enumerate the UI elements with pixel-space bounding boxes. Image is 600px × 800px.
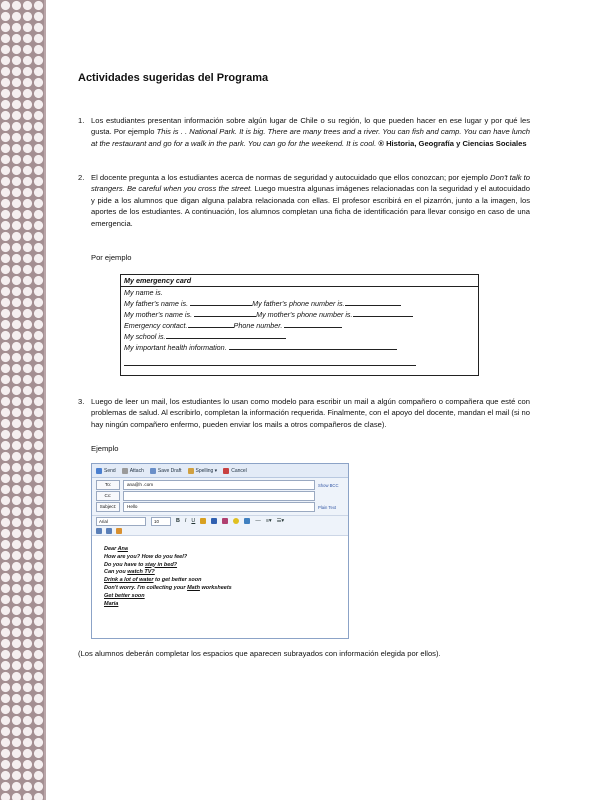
to-field[interactable]: ana@h .com bbox=[123, 480, 315, 490]
activity-1 bbox=[78, 115, 530, 149]
size-select[interactable]: 10 bbox=[151, 517, 171, 526]
format-toolbar-2 bbox=[92, 526, 348, 536]
abc-check-icon bbox=[188, 468, 194, 474]
attach-button[interactable]: Attach bbox=[122, 468, 144, 474]
card-row: My school is. bbox=[121, 331, 478, 342]
activity-2 bbox=[78, 172, 530, 229]
card-row: My important health information. bbox=[121, 342, 478, 353]
horizontal-rule-icon[interactable]: — bbox=[255, 518, 261, 524]
item-number: 1. bbox=[78, 116, 85, 125]
binder-rings bbox=[0, 0, 46, 800]
activity-3 bbox=[78, 396, 530, 430]
indent-icon[interactable] bbox=[96, 528, 102, 534]
subject-link: ® Historia, Geografía y Ciencias Sociales bbox=[378, 138, 527, 148]
link-icon[interactable] bbox=[211, 518, 217, 524]
footer-note: (Los alumnos deberán completar los espacios que aparecen subrayados con información elegida por ellos). bbox=[78, 649, 441, 658]
underline-icon[interactable]: U bbox=[191, 518, 196, 524]
plain-text-link[interactable]: Plain Text bbox=[318, 504, 337, 510]
mail-toolbar bbox=[92, 464, 348, 478]
card-row: My name is. bbox=[124, 288, 163, 297]
send-icon bbox=[96, 468, 102, 474]
subject-label: Subject: bbox=[96, 502, 120, 512]
blank-line bbox=[124, 365, 416, 366]
item1-text: Los estudiantes presentan información sobre algún lugar de Chile o su región, lo que pueden hacer en ese lugar y por qué les gusta. Por ejemplo bbox=[91, 116, 530, 137]
card-row: Emergency contact. Phone number. bbox=[121, 320, 478, 331]
item1-example: This is . . National Park. It is big. There are many trees and a river. You can fish and camp. You can have lunch at the restaurant and go for a walk in the park. You can go for the weekend. It is cool. bbox=[91, 127, 530, 148]
cc-field[interactable] bbox=[123, 491, 315, 501]
card-row: My mother's name is. My mother's phone number is. bbox=[121, 309, 478, 320]
emergency-card bbox=[120, 274, 479, 376]
format-toolbar bbox=[92, 515, 348, 526]
cc-button[interactable]: Cc: bbox=[96, 491, 120, 501]
bold-icon[interactable]: B bbox=[176, 518, 180, 524]
show-bcc-link[interactable]: Show BCC bbox=[318, 482, 339, 488]
to-button[interactable]: To: bbox=[96, 480, 120, 490]
item-number: 2. bbox=[78, 173, 85, 182]
mail-header-fields bbox=[92, 478, 348, 515]
close-icon bbox=[223, 468, 229, 474]
example-label: Ejemplo bbox=[91, 444, 119, 453]
spelling-button[interactable]: Spelling ▾ bbox=[188, 468, 218, 474]
card-title: My emergency card bbox=[121, 275, 478, 287]
subject-field[interactable]: Hello bbox=[123, 502, 315, 512]
numbered-list-icon[interactable]: ☰▾ bbox=[276, 518, 285, 524]
image-icon[interactable] bbox=[222, 518, 228, 524]
item2-text-b: Luego muestra algunas imágenes relacionadas con la seguridad y el autocuidado y pide a los alumnos que digan alguna palabra relacionada con ellas. El profesor escribirá en el pizarrón, junto a la imagen, los aportes de los estudiantes. A continuación, los alumnos completan una ficha de identificación para llevar consigo en caso de una emergencia. bbox=[91, 184, 530, 228]
font-select[interactable]: Arial bbox=[96, 517, 146, 526]
item3-text: Luego de leer un mail, los estudiantes lo usan como modelo para escribir un mail a algún compañero o compañera que esté con problemas de salud. Al escribirlo, completan la información requerida. Finalmente, con el apoyo del docente, mandan el mail (si no hay ningún compañero enfermo, pueden enviar los mails a otros compañeros de clase). bbox=[91, 397, 530, 429]
cancel-button[interactable]: Cancel bbox=[223, 468, 247, 474]
email-compose-window bbox=[91, 463, 349, 639]
item2-example: Don't talk to strangers. Be careful when you cross the street. bbox=[91, 173, 530, 194]
align-icon[interactable] bbox=[244, 518, 250, 524]
example-label: Por ejemplo bbox=[91, 253, 132, 262]
send-button[interactable]: Send bbox=[96, 468, 116, 474]
mail-body[interactable]: Dear Ana How are you? How do you feel? Do you have to stay in bed? Can you watch TV? Drink a lot of water to get better soon Don't worry. I'm collecting your Math worksheets Get better soon Maria bbox=[104, 546, 232, 607]
item2-text-a: El docente pregunta a los estudiantes acerca de normas de seguridad y autocuidado que ellos conozcan; por ejemplo bbox=[91, 173, 488, 182]
page-title: Actividades sugeridas del Programa bbox=[78, 72, 269, 84]
bullet-list-icon[interactable]: ≡▾ bbox=[265, 518, 272, 524]
disk-icon bbox=[150, 468, 156, 474]
card-row: My father's name is. My father's phone number is. bbox=[121, 298, 478, 309]
highlight-icon[interactable] bbox=[200, 518, 206, 524]
item-number: 3. bbox=[78, 397, 85, 406]
outdent-icon[interactable] bbox=[106, 528, 112, 534]
paperclip-icon bbox=[122, 468, 128, 474]
italic-icon[interactable]: I bbox=[184, 518, 187, 524]
emoticon-icon[interactable] bbox=[233, 518, 239, 524]
save-draft-button[interactable]: Save Draft bbox=[150, 468, 182, 474]
stationery-icon[interactable] bbox=[116, 528, 122, 534]
